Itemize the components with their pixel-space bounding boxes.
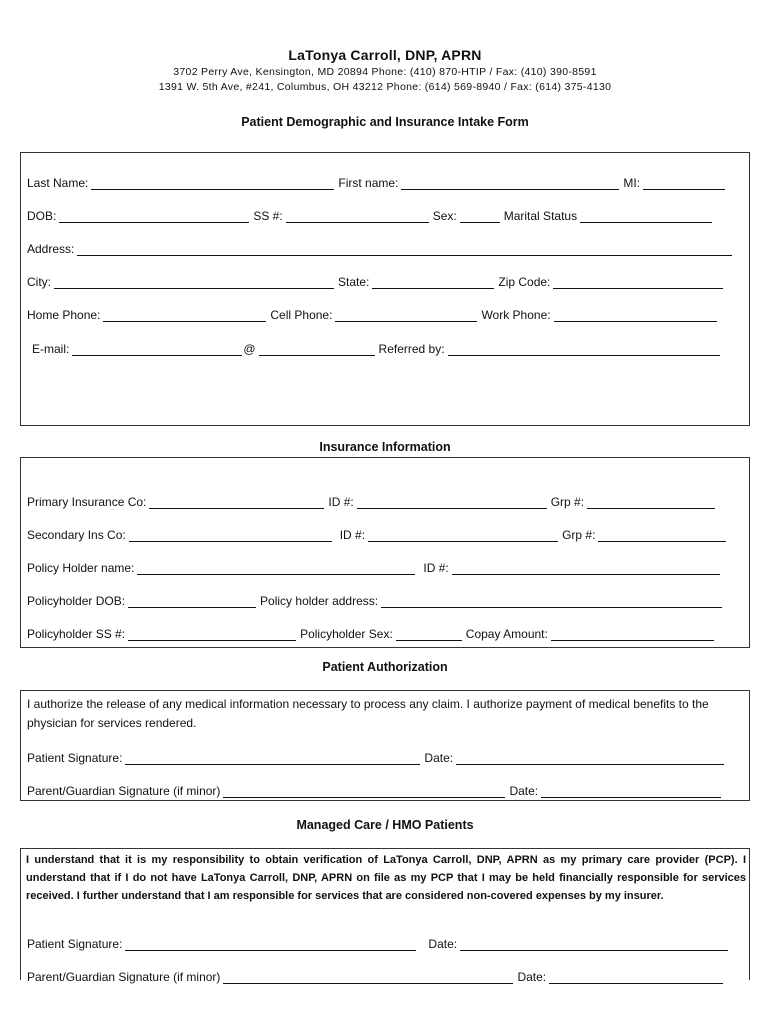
primary-id-field[interactable] [357,497,547,509]
zip-label: Zip Code: [498,275,551,289]
holder-name-field[interactable] [137,563,415,575]
mc-guardian-date-label: Date: [517,970,547,984]
dob-field[interactable] [59,211,249,223]
managed-care-text: I understand that it is my responsibility to obtain verification of LaTonya Carroll, DNP, APRN as my primary care provider (PCP). I understand that if I do not have LaTonya Carroll, DNP, APRN on file as my PCP that I may be held financially responsible for services received. I further understand that I am responsible for services that are considered non-covered expenses by my insurer. [26,854,746,902]
auth-guardian-date-field[interactable] [541,786,721,798]
auth-guardian-sig-row [27,782,725,798]
zip-field[interactable] [553,277,723,289]
first-name-label: First name: [338,176,399,190]
last-name-label: Last Name: [27,176,89,190]
holder-id-field[interactable] [452,563,720,575]
ss-field[interactable] [286,211,429,223]
primary-ins-label: Primary Insurance Co: [27,495,147,509]
auth-patient-sig-label: Patient Signature: [27,751,123,765]
secondary-grp-label: Grp #: [562,528,596,542]
holder-sex-field[interactable] [396,629,462,641]
mc-date-label: Date: [428,937,458,951]
address-row [27,240,736,256]
holder-address-field[interactable] [381,596,722,608]
mc-guardian-date-field[interactable] [549,972,723,984]
work-phone-label: Work Phone: [481,308,551,322]
ss-label: SS #: [253,209,283,223]
cell-phone-label: Cell Phone: [270,308,333,322]
marital-field[interactable] [580,211,712,223]
secondary-ins-field[interactable] [129,530,332,542]
holder-dob-label: Policyholder DOB: [27,594,126,608]
email-domain-field[interactable] [259,344,375,356]
auth-guardian-sig-field[interactable] [223,786,505,798]
mi-field[interactable] [643,178,725,190]
phone-row [27,306,721,322]
cell-phone-field[interactable] [335,310,477,322]
mc-patient-sig-label: Patient Signature: [27,937,123,951]
primary-id-label: ID #: [328,495,354,509]
mc-guardian-sig-label: Parent/Guardian Signature (if minor) [27,970,221,984]
address-line-1: 3702 Perry Ave, Kensington, MD 20894 Phone: (410) 870-HTIP / Fax: (410) 390-8591 [173,66,597,78]
primary-grp-label: Grp #: [550,495,585,509]
holder-ss-row [27,625,718,641]
address-field[interactable] [77,244,732,256]
holder-ss-label: Policyholder SS #: [27,627,126,641]
email-at-sign: @ [243,342,256,356]
holder-id-label: ID #: [423,561,449,575]
state-label: State: [338,275,370,289]
city-field[interactable] [54,277,334,289]
home-phone-field[interactable] [103,310,266,322]
email-label: E-mail: [32,342,70,356]
mc-date-field[interactable] [460,939,728,951]
last-name-field[interactable] [91,178,334,190]
auth-date-field[interactable] [456,753,724,765]
holder-dob-row [27,592,726,608]
first-name-field[interactable] [401,178,619,190]
auth-guardian-date-label: Date: [509,784,539,798]
sex-field[interactable] [460,211,500,223]
address-label: Address: [27,242,75,256]
secondary-row [27,526,730,542]
managed-care-title: Managed Care / HMO Patients [296,818,474,832]
secondary-id-field[interactable] [368,530,558,542]
referred-label: Referred by: [378,342,445,356]
email-user-field[interactable] [72,344,242,356]
provider-name: LaTonya Carroll, DNP, APRN [288,47,482,63]
holder-name-row [27,559,724,575]
auth-guardian-sig-label: Parent/Guardian Signature (if minor) [27,784,221,798]
secondary-id-label: ID #: [339,528,366,542]
dob-label: DOB: [27,209,57,223]
address-line-2: 1391 W. 5th Ave, #241, Columbus, OH 43212 Phone: (614) 569-8940 / Fax: (614) 375-4130 [158,81,612,93]
primary-row [27,493,719,509]
authorization-text: I authorize the release of any medical information necessary to process any claim. I authorize payment of medical benefits to the physician for services rendered. [27,697,709,730]
copay-label: Copay Amount: [465,627,548,641]
holder-name-label: Policy Holder name: [27,561,135,575]
state-field[interactable] [372,277,494,289]
authorization-title: Patient Authorization [322,660,448,674]
primary-grp-field[interactable] [587,497,715,509]
mc-guardian-sig-field[interactable] [223,972,513,984]
demographics-box [20,152,750,426]
auth-patient-sig-row [27,749,728,765]
auth-patient-sig-field[interactable] [125,753,420,765]
name-row [27,174,729,190]
referred-field[interactable] [448,344,720,356]
auth-date-label: Date: [424,751,454,765]
marital-label: Marital Status [503,209,578,223]
city-label: City: [27,275,51,289]
mc-guardian-sig-row [27,968,727,984]
insurance-box [20,457,750,648]
dob-row [27,207,716,223]
secondary-ins-label: Secondary Ins Co: [27,528,126,542]
copay-field[interactable] [551,629,714,641]
email-row [32,340,724,356]
holder-address-label: Policy holder address: [260,594,379,608]
secondary-grp-field[interactable] [598,530,726,542]
sex-label: Sex: [432,209,457,223]
mc-patient-sig-field[interactable] [125,939,416,951]
mc-patient-sig-row [27,935,732,951]
city-row [27,273,727,289]
holder-sex-label: Policyholder Sex: [300,627,393,641]
primary-ins-field[interactable] [149,497,324,509]
holder-ss-field[interactable] [128,629,296,641]
mi-label: MI: [623,176,641,190]
holder-dob-field[interactable] [128,596,256,608]
home-phone-label: Home Phone: [27,308,101,322]
insurance-title: Insurance Information [319,440,451,454]
work-phone-field[interactable] [554,310,717,322]
form-title: Patient Demographic and Insurance Intake Form [241,115,529,129]
